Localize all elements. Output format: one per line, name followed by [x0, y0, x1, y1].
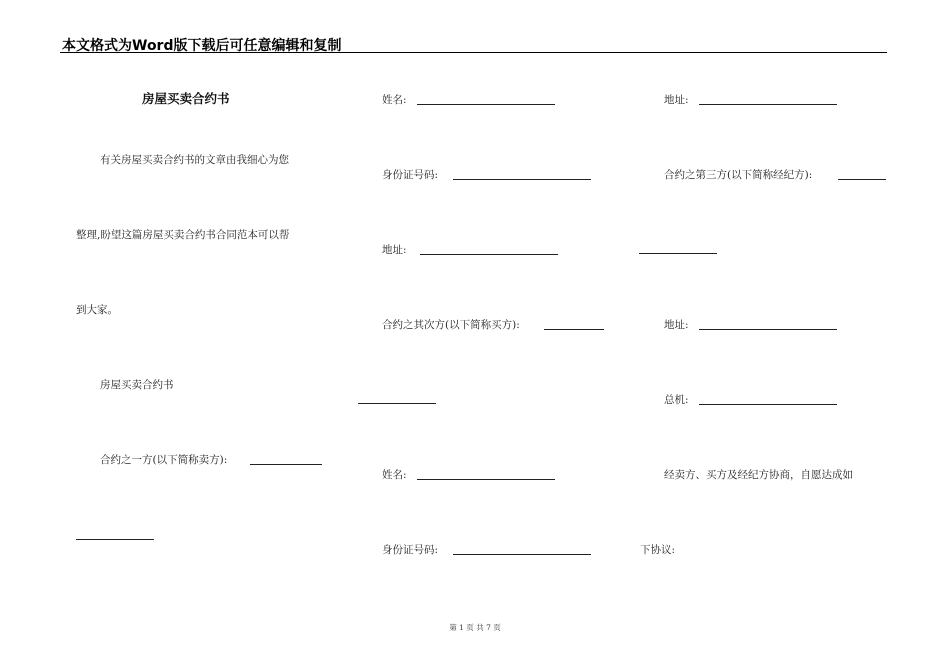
document-title: 房屋买卖合约书	[142, 91, 230, 106]
party-a-label: 合约之一方(以下简称卖方):	[100, 454, 228, 466]
agreement-line-2: 下协议:	[640, 544, 676, 556]
party-b-label: 合约之其次方(以下简称买方):	[382, 319, 520, 331]
agent-phone-blank[interactable]	[699, 404, 837, 405]
seller-address-label: 地址:	[382, 244, 407, 256]
party-c-continuation-blank[interactable]	[639, 253, 717, 254]
agent-address-blank[interactable]	[699, 329, 837, 330]
buyer-address-blank[interactable]	[699, 104, 837, 105]
party-b-continuation-blank[interactable]	[358, 403, 436, 404]
buyer-id-blank[interactable]	[453, 554, 591, 555]
seller-address-blank[interactable]	[420, 254, 558, 255]
header-divider	[60, 52, 887, 53]
contract-subtitle: 房屋买卖合约书	[100, 379, 174, 391]
party-c-blank[interactable]	[838, 179, 886, 180]
buyer-name-blank[interactable]	[417, 479, 555, 480]
agent-address-label: 地址:	[664, 319, 689, 331]
seller-name-label: 姓名:	[382, 94, 407, 106]
agreement-line-1: 经卖方、买方及经纪方协商，自愿达成如	[664, 469, 853, 481]
seller-id-label: 身份证号码:	[382, 169, 439, 181]
seller-id-blank[interactable]	[453, 179, 591, 180]
party-b-blank[interactable]	[544, 329, 604, 330]
page-number: 第 1 页 共 7 页	[449, 623, 501, 632]
party-a-blank[interactable]	[250, 464, 322, 465]
intro-line-1: 有关房屋买卖合约书的文章由我细心为您	[100, 154, 289, 166]
intro-line-2: 整理,盼望这篇房屋买卖合约书合同范本可以帮	[76, 229, 290, 241]
intro-line-3: 到大家。	[76, 304, 118, 316]
buyer-address-label: 地址:	[664, 94, 689, 106]
agent-phone-label: 总机:	[664, 394, 689, 406]
buyer-name-label: 姓名:	[382, 469, 407, 481]
buyer-id-label: 身份证号码:	[382, 544, 439, 556]
document-header: 本文格式为Word版下载后可任意编辑和复制	[62, 38, 342, 54]
party-c-label: 合约之第三方(以下简称经纪方):	[664, 169, 813, 181]
party-a-continuation-blank[interactable]	[76, 539, 154, 540]
seller-name-blank[interactable]	[417, 104, 555, 105]
